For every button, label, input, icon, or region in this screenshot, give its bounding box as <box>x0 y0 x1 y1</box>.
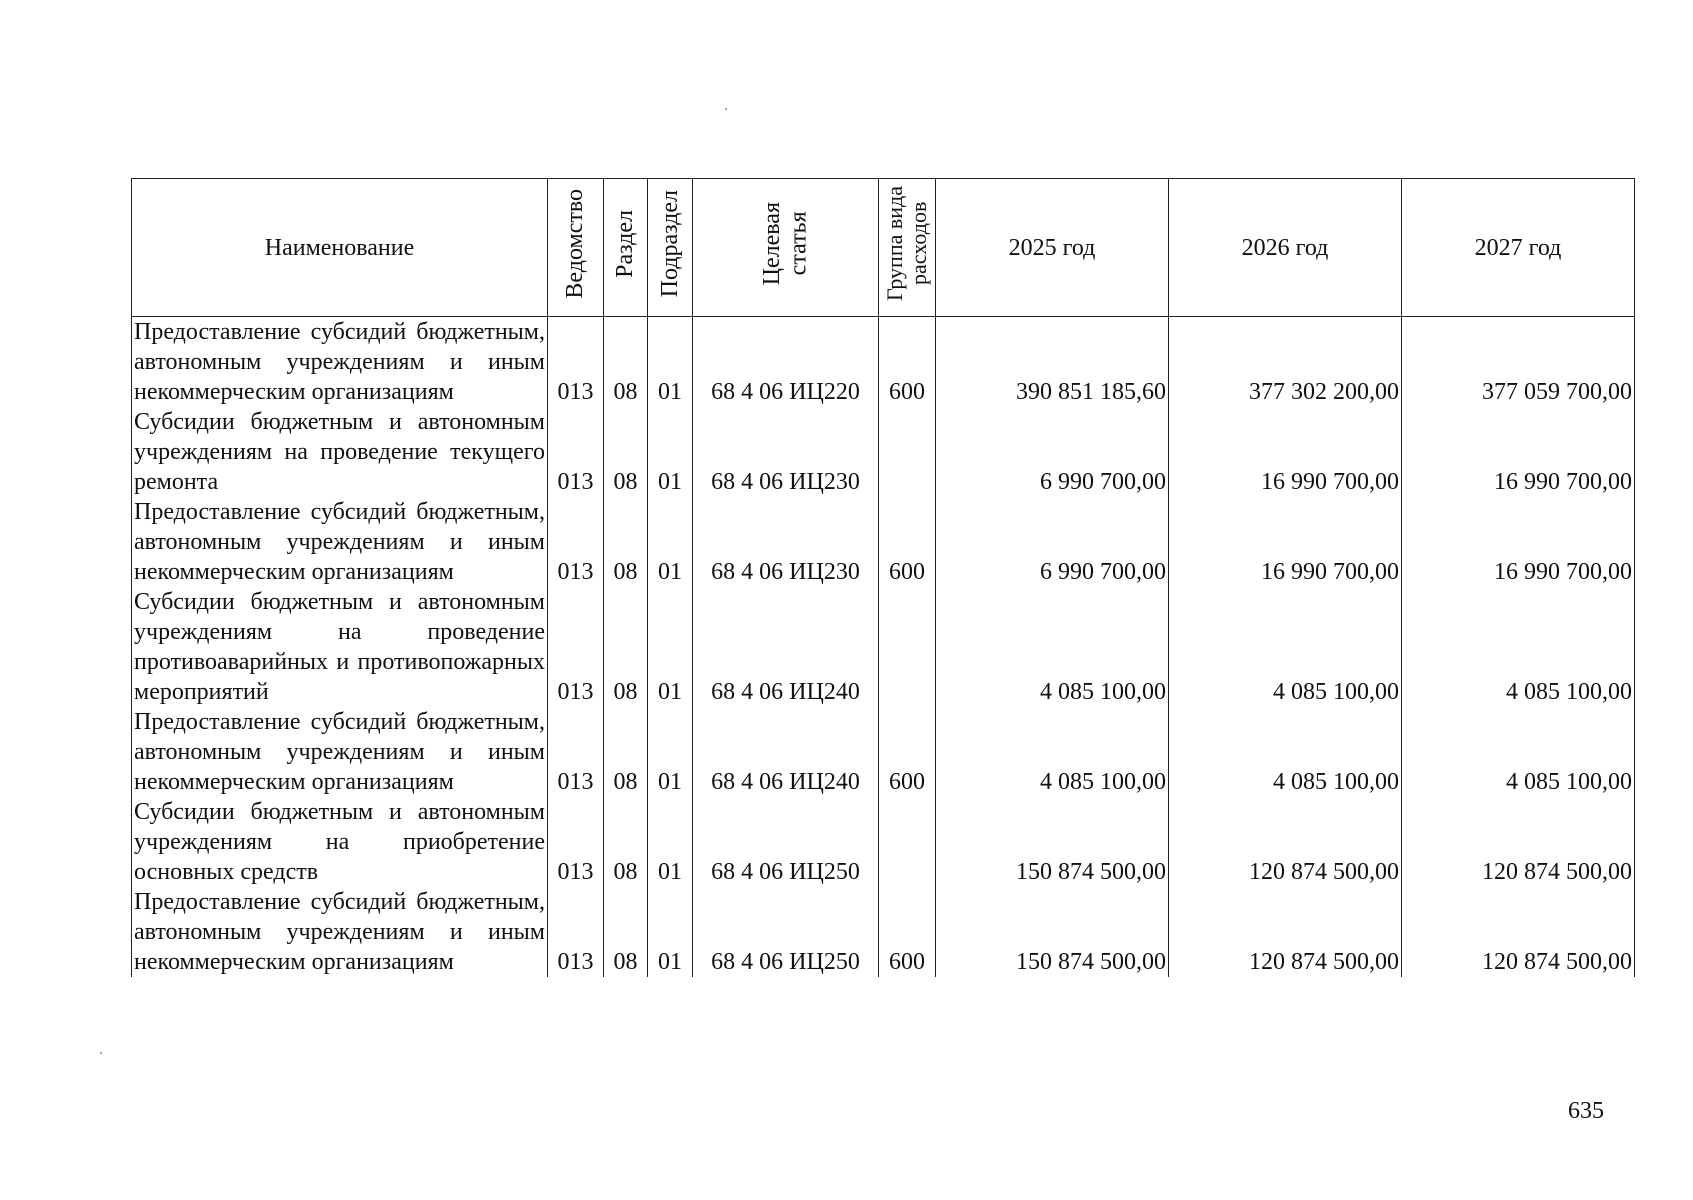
scan-speck <box>725 108 727 110</box>
row-razdel: 08 <box>604 707 648 797</box>
row-razdel: 08 <box>604 317 648 408</box>
row-razdel: 08 <box>604 797 648 887</box>
row-amount-2027: 377 059 700,00 <box>1402 317 1635 408</box>
row-amount-2027: 4 085 100,00 <box>1402 707 1635 797</box>
row-gruppa <box>879 797 936 887</box>
row-celevaya-statya: 68 4 06 ИЦ230 <box>693 407 879 497</box>
row-podrazdel: 01 <box>648 887 693 977</box>
row-amount-2025: 150 874 500,00 <box>936 887 1169 977</box>
row-amount-2026: 16 990 700,00 <box>1169 497 1402 587</box>
row-celevaya-statya: 68 4 06 ИЦ220 <box>693 317 879 408</box>
row-name: Предоставление субсидий бюджетным, автономным учреждениям и иным некоммерческим организациям <box>132 887 548 977</box>
row-gruppa <box>879 407 936 497</box>
row-amount-2026: 4 085 100,00 <box>1169 587 1402 707</box>
row-celevaya-statya: 68 4 06 ИЦ230 <box>693 497 879 587</box>
row-gruppa: 600 <box>879 317 936 408</box>
table-row <box>132 407 1635 497</box>
row-celevaya-statya: 68 4 06 ИЦ250 <box>693 887 879 977</box>
table-row <box>132 707 1635 797</box>
row-celevaya-statya: 68 4 06 ИЦ250 <box>693 797 879 887</box>
table-body <box>132 317 1635 978</box>
row-amount-2025: 150 874 500,00 <box>936 797 1169 887</box>
row-vedomstvo: 013 <box>548 317 604 408</box>
header-celevaya-statya: Целевая статья <box>693 179 879 317</box>
page-number: 635 <box>1568 1098 1604 1124</box>
row-amount-2027: 16 990 700,00 <box>1402 407 1635 497</box>
table-row <box>132 497 1635 587</box>
row-name: Субсидии бюджетным и автономным учреждениям на приобретение основных средств <box>132 797 548 887</box>
header-gruppa-vida-rashodov: Группа вида расходов <box>879 179 936 317</box>
row-amount-2025: 390 851 185,60 <box>936 317 1169 408</box>
header-year-2027: 2027 год <box>1402 179 1635 317</box>
row-razdel: 08 <box>604 887 648 977</box>
row-podrazdel: 01 <box>648 497 693 587</box>
row-amount-2025: 4 085 100,00 <box>936 707 1169 797</box>
header-podrazdel: Подраздел <box>648 179 693 317</box>
row-amount-2027: 16 990 700,00 <box>1402 497 1635 587</box>
row-amount-2026: 4 085 100,00 <box>1169 707 1402 797</box>
row-amount-2027: 120 874 500,00 <box>1402 797 1635 887</box>
row-razdel: 08 <box>604 587 648 707</box>
row-name: Субсидии бюджетным и автономным учреждениям на проведение текущего ремонта <box>132 407 548 497</box>
row-amount-2025: 6 990 700,00 <box>936 497 1169 587</box>
row-celevaya-statya: 68 4 06 ИЦ240 <box>693 587 879 707</box>
row-podrazdel: 01 <box>648 587 693 707</box>
header-razdel: Раздел <box>604 179 648 317</box>
row-gruppa: 600 <box>879 497 936 587</box>
row-podrazdel: 01 <box>648 407 693 497</box>
row-amount-2026: 120 874 500,00 <box>1169 797 1402 887</box>
row-vedomstvo: 013 <box>548 407 604 497</box>
row-amount-2025: 6 990 700,00 <box>936 407 1169 497</box>
scan-speck <box>100 1052 102 1054</box>
row-podrazdel: 01 <box>648 707 693 797</box>
row-vedomstvo: 013 <box>548 707 604 797</box>
row-name: Предоставление субсидий бюджетным, автономным учреждениям и иным некоммерческим организациям <box>132 497 548 587</box>
header-year-2025: 2025 год <box>936 179 1169 317</box>
row-gruppa <box>879 587 936 707</box>
row-amount-2026: 16 990 700,00 <box>1169 407 1402 497</box>
table-header <box>132 179 1635 317</box>
row-razdel: 08 <box>604 497 648 587</box>
row-razdel: 08 <box>604 407 648 497</box>
row-vedomstvo: 013 <box>548 497 604 587</box>
row-celevaya-statya: 68 4 06 ИЦ240 <box>693 707 879 797</box>
budget-table <box>131 178 1635 977</box>
row-podrazdel: 01 <box>648 317 693 408</box>
row-amount-2026: 377 302 200,00 <box>1169 317 1402 408</box>
row-name: Предоставление субсидий бюджетным, автономным учреждениям и иным некоммерческим организациям <box>132 317 548 408</box>
row-name: Предоставление субсидий бюджетным, автономным учреждениям и иным некоммерческим организациям <box>132 707 548 797</box>
row-vedomstvo: 013 <box>548 887 604 977</box>
row-gruppa: 600 <box>879 887 936 977</box>
header-vedomstvo: Ведомство <box>548 179 604 317</box>
row-vedomstvo: 013 <box>548 587 604 707</box>
table-row <box>132 317 1635 408</box>
row-name: Субсидии бюджетным и автономным учреждениям на проведение противоаварийных и противопожарных мероприятий <box>132 587 548 707</box>
row-amount-2026: 120 874 500,00 <box>1169 887 1402 977</box>
row-amount-2025: 4 085 100,00 <box>936 587 1169 707</box>
row-gruppa: 600 <box>879 707 936 797</box>
table-row <box>132 797 1635 887</box>
header-year-2026: 2026 год <box>1169 179 1402 317</box>
header-name: Наименование <box>132 179 548 317</box>
row-vedomstvo: 013 <box>548 797 604 887</box>
row-amount-2027: 120 874 500,00 <box>1402 887 1635 977</box>
row-amount-2027: 4 085 100,00 <box>1402 587 1635 707</box>
table-row <box>132 587 1635 707</box>
row-podrazdel: 01 <box>648 797 693 887</box>
table-row <box>132 887 1635 977</box>
